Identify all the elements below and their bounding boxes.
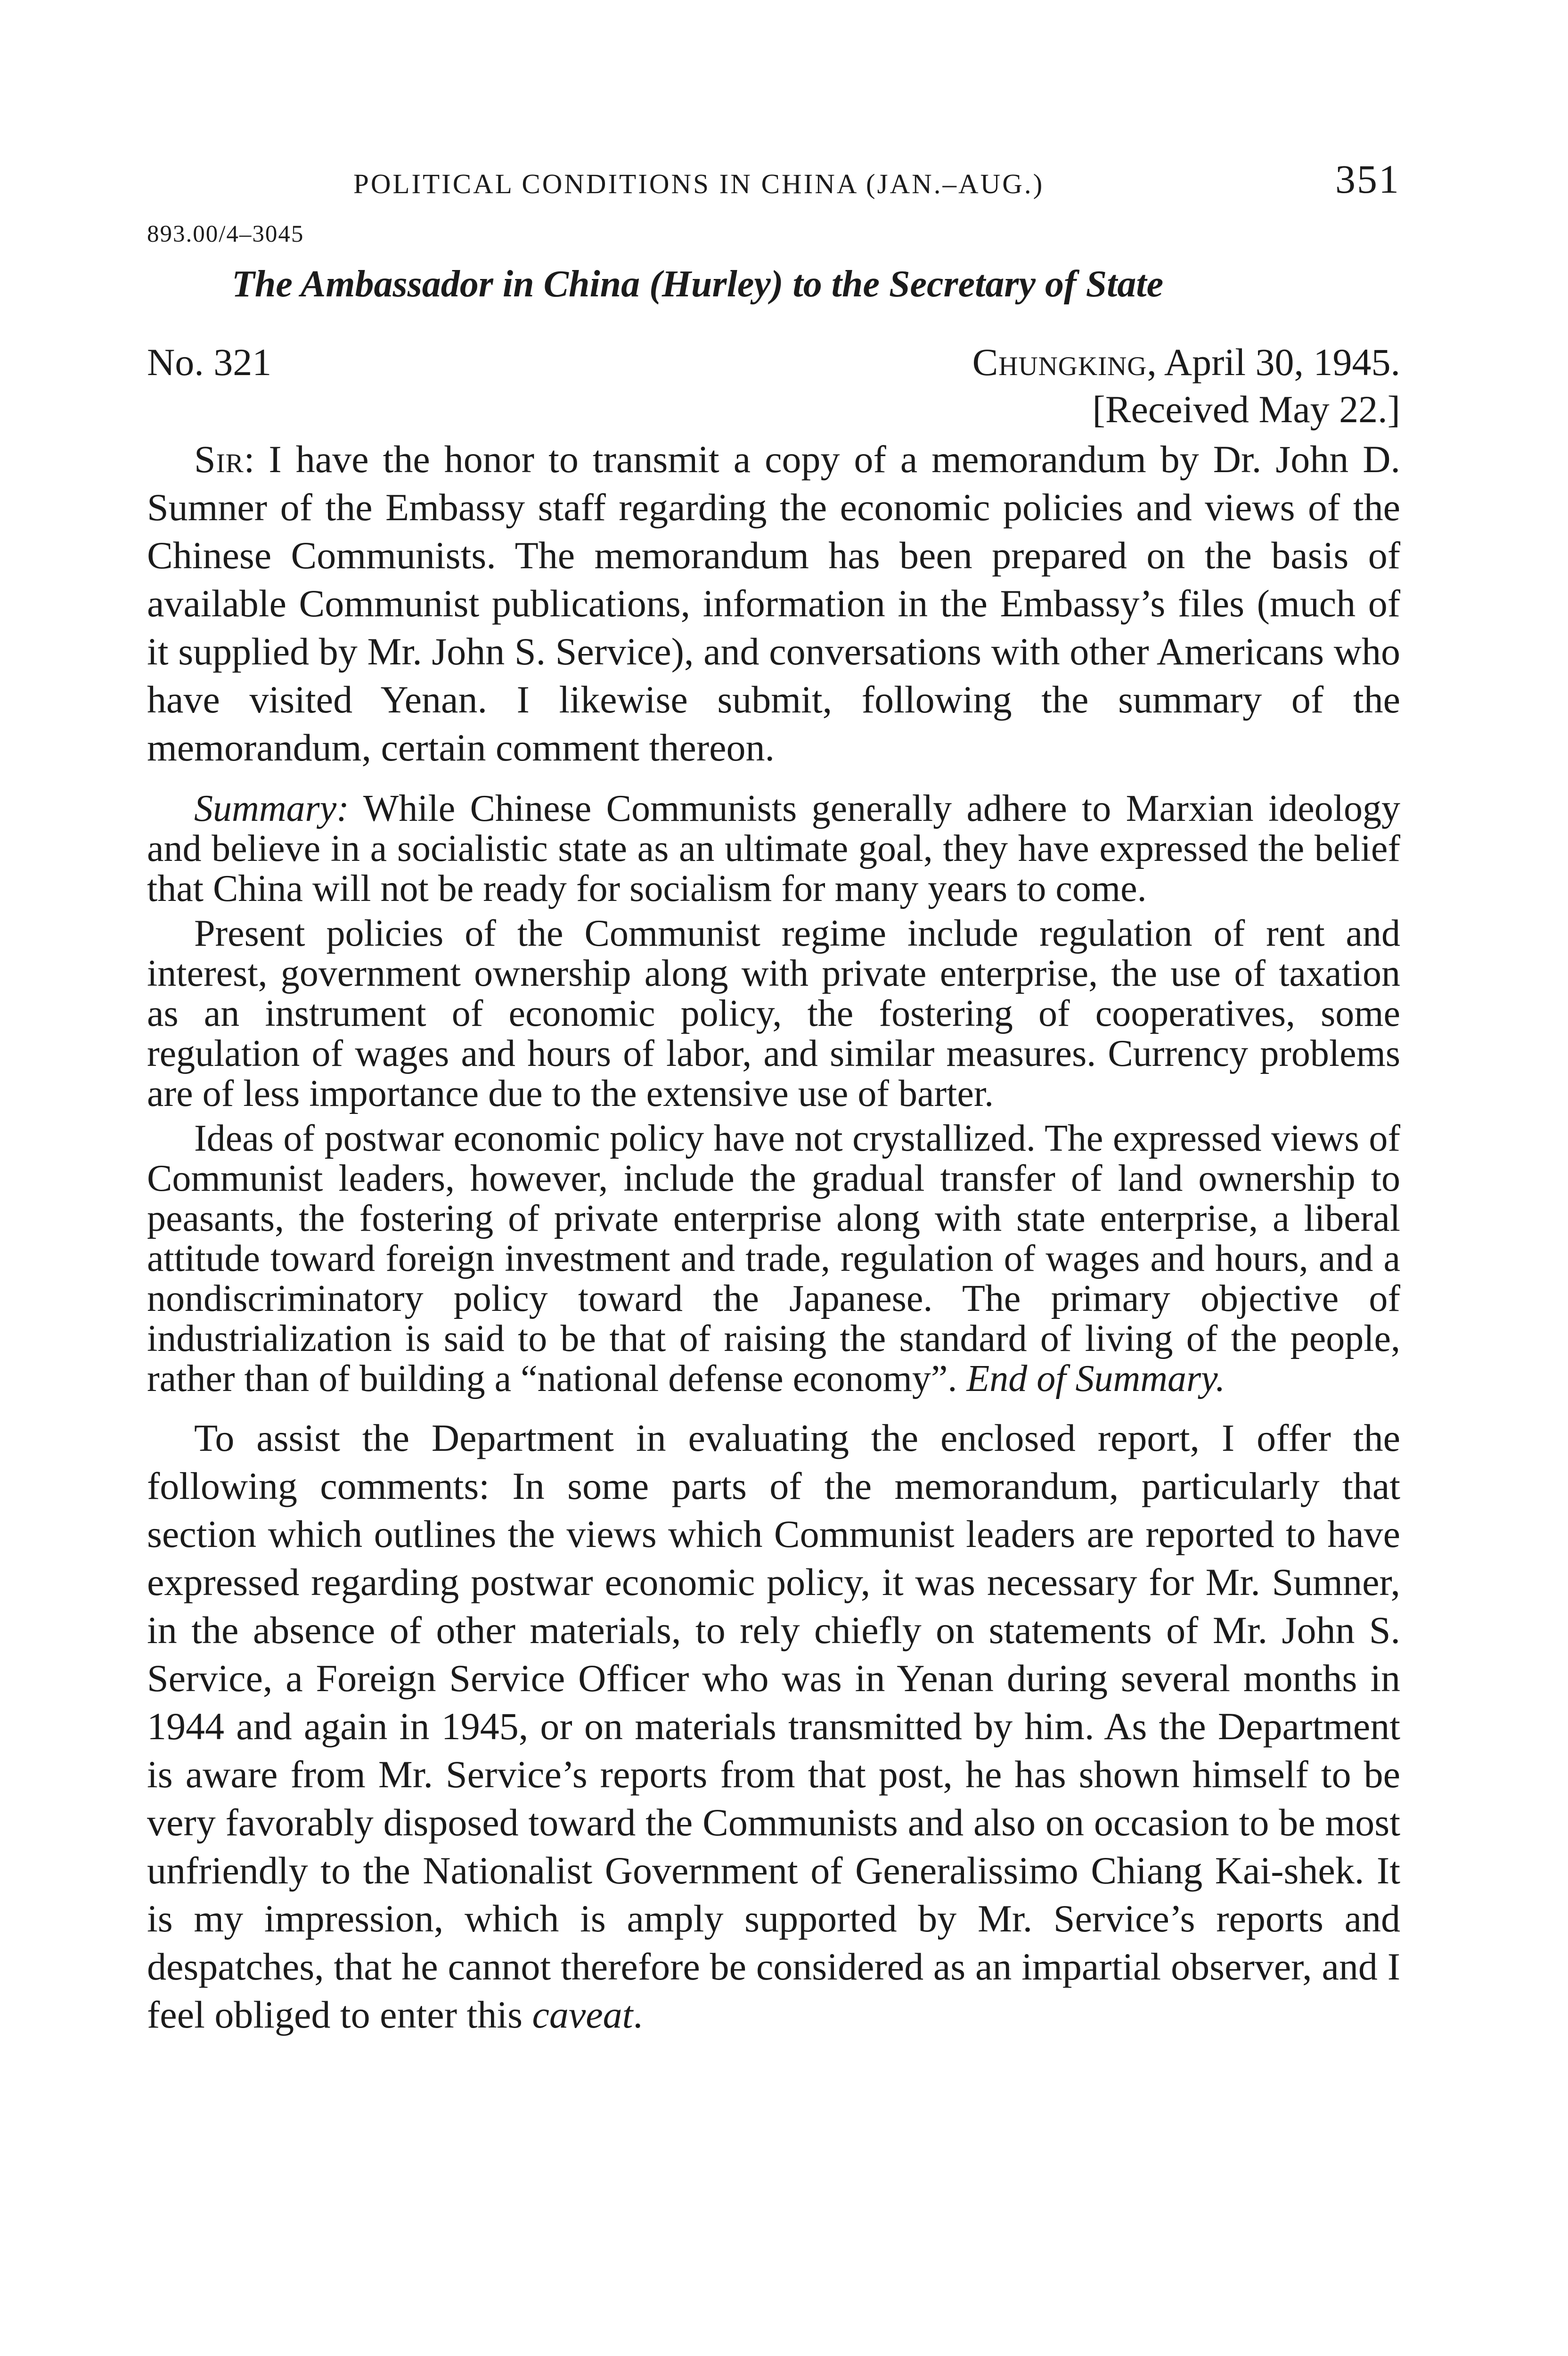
document-page (147, 151, 1400, 2039)
salutation: Sir (194, 437, 244, 481)
summary-paragraph-3 (147, 1119, 1400, 1399)
opening-text: : I have the honor to transmit a copy of a memorandum by Dr. John D. Sumner of the Embassy staff regarding the economic policies and views of the Chinese Communists. The memorandum has been prepared on the basis of available Communist publications, information in the Embassy’s files (much of it supplied by Mr. John S. Service), and conversations with other Americans who have visited Yenan. I likewise submit, following the summary of the memorandum, certain comment thereon. (147, 437, 1400, 769)
dateline (147, 340, 1400, 435)
comment-text: To assist the Department in evaluating the enclosed report, I offer the following comments: In some parts of the memorandum, particularly that section which outlines the views which Communist leaders are reported to have expressed regarding postwar economic policy, it was necessary for Mr. Sumner, in the absence of other materials, to rely chiefly on statements of Mr. John S. Service, a Foreign Service Officer who was in Yenan during several months in 1944 and again in 1945, or on materials transmitted by him. As the Department is aware from Mr. Service’s reports from that post, he has shown himself to be very favorably disposed toward the Communists and also on occasion to be most unfriendly to the Nationalist Government of Generalissimo Chiang Kai-shek. It is my impression, which is amply supported by Mr. Service’s reports and despatches, that he cannot therefore be considered as an impartial observer, and I feel obliged to enter this (147, 1416, 1400, 2036)
despatch-number: No. 321 (147, 340, 272, 384)
summary-label: Summary: (194, 787, 349, 829)
file-number: 893.00/4–3045 (147, 221, 304, 247)
comment-paragraph (147, 1414, 1400, 2039)
page-number: 351 (1335, 156, 1400, 202)
place-name: Chungking (972, 340, 1147, 384)
summary-text-1: While Chinese Communists generally adhere to Marxian ideology and believe in a socialistic state as an ultimate goal, they have expressed the belief that China will not be ready for socialism for many years to come. (147, 787, 1400, 909)
document-heading: The Ambassador in China (Hurley) to the Secretary of State (232, 263, 1164, 305)
received-date: [Received May 22.] (1092, 387, 1400, 431)
end-of-summary-label: End of Summary. (966, 1358, 1225, 1399)
summary-section (147, 789, 1400, 1399)
comment-end: . (633, 1993, 643, 2036)
running-title: POLITICAL CONDITIONS IN CHINA (JAN.–AUG.) (353, 168, 1045, 199)
place-and-date (972, 340, 1400, 384)
opening-paragraph (147, 435, 1400, 772)
running-head (147, 151, 1400, 207)
letter-date: , April 30, 1945. (1147, 340, 1400, 384)
summary-paragraph-2: Present policies of the Communist regime include regulation of rent and interest, government ownership along with private enterprise, the use of taxation as an instrument of economic policy, the fostering of cooperatives, some regulation of wages and hours of labor, and similar measures. Currency problems are of less importance due to the extensive use of barter. (147, 912, 1400, 1114)
caveat-word: caveat (532, 1993, 633, 2036)
summary-paragraph-1 (147, 789, 1400, 909)
summary-text-3: Ideas of postwar economic policy have not crystallized. The expressed views of Communist leaders, however, include the gradual transfer of land ownership to peasants, the fostering of private enterprise along with state enterprise, a liberal attitude toward foreign investment and trade, regulation of wages and hours, and a nondiscriminatory policy toward the Japanese. The primary objective of industrialization is said to be that of raising the standard of living of the people, rather than of building a “national defense economy”. (147, 1117, 1400, 1399)
